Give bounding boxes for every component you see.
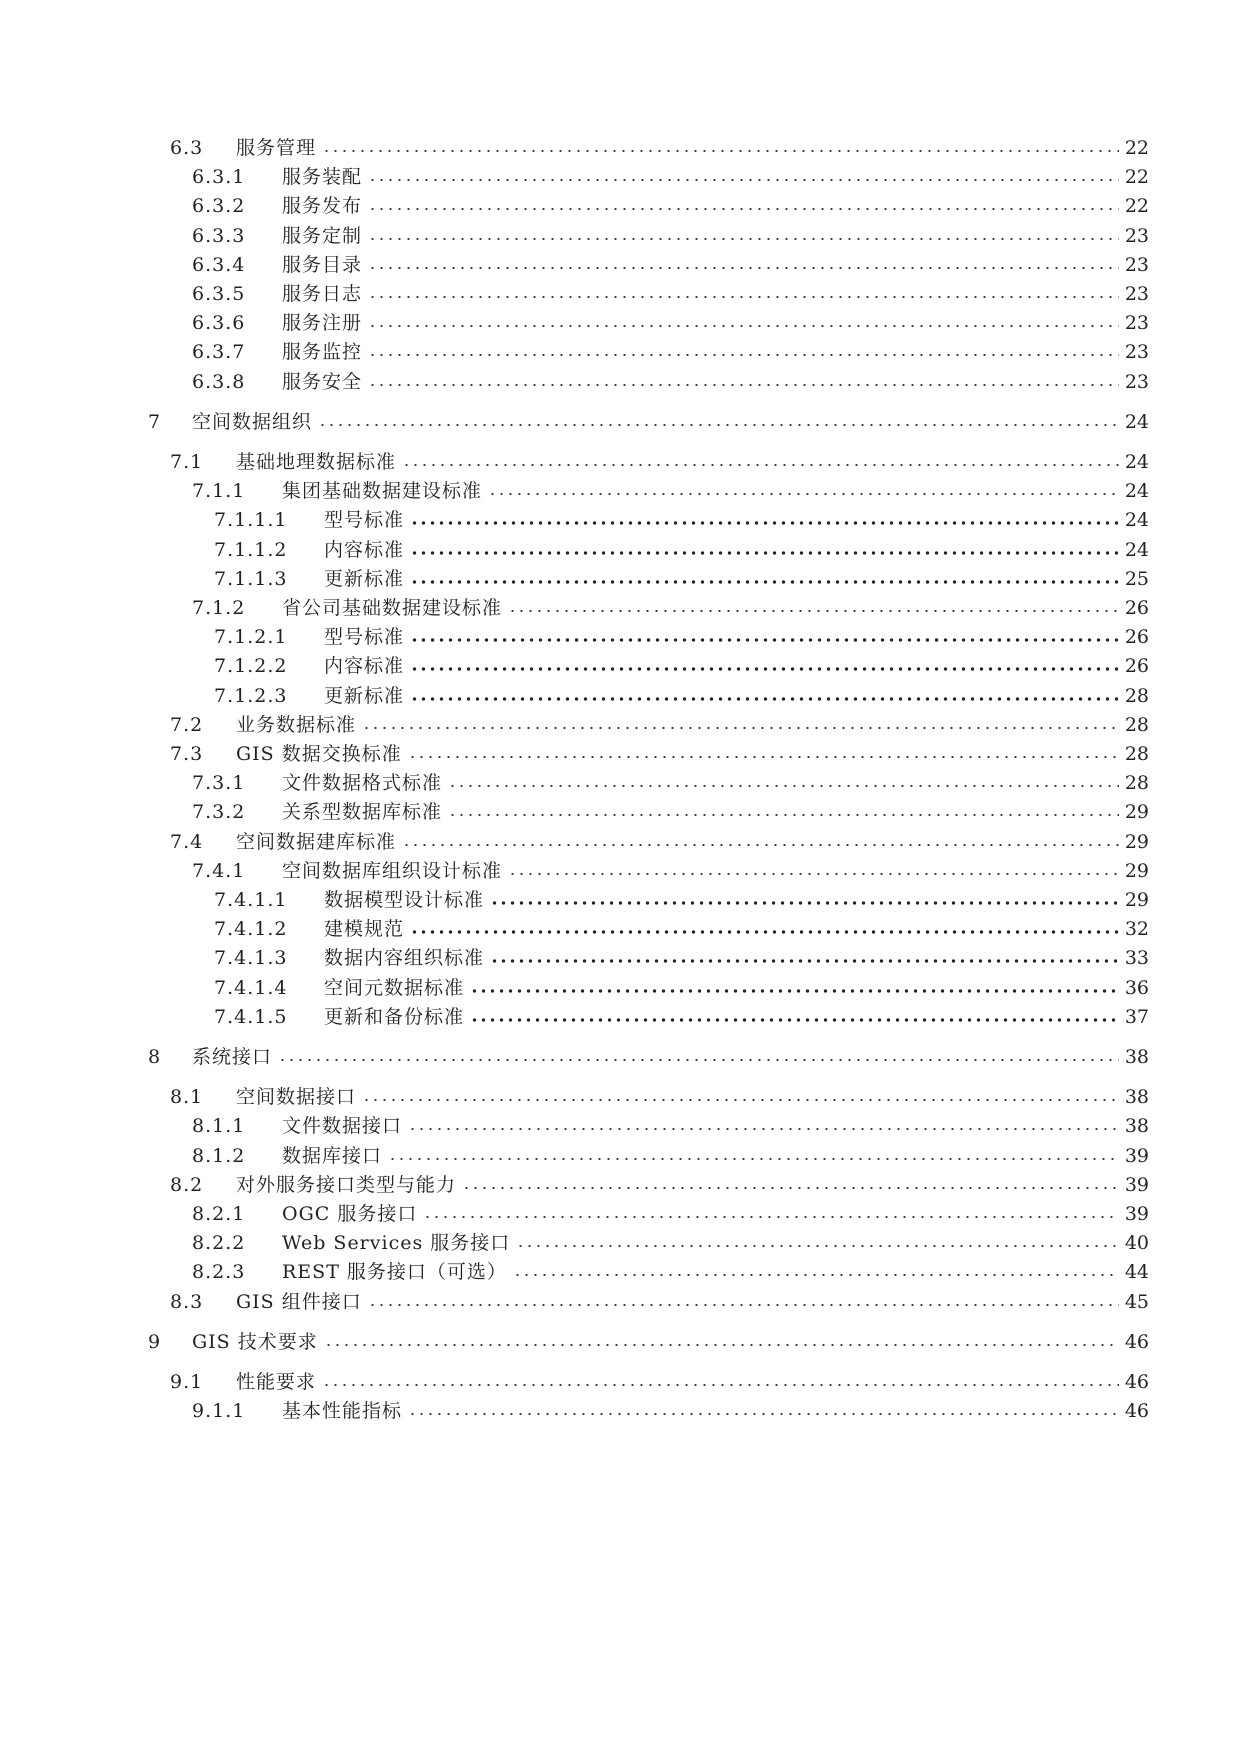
toc-dot-leader — [470, 1015, 1119, 1025]
toc-dot-leader — [410, 577, 1119, 587]
toc-entry-title: GIS 数据交换标准 — [236, 743, 402, 765]
toc-entry-title: 服务装配 — [282, 166, 363, 188]
toc-entry[interactable] — [214, 563, 1149, 591]
toc-entry-page-number: 28 — [1124, 772, 1149, 794]
toc-entry-page-number: 46 — [1124, 1331, 1149, 1353]
toc-dot-leader — [402, 460, 1119, 470]
toc-entry-title: 建模规范 — [324, 918, 405, 940]
toc-dot-leader — [508, 869, 1119, 879]
toc-entry[interactable] — [214, 913, 1149, 941]
toc-entry-number: 6.3.6 — [192, 312, 246, 334]
toc-entry[interactable] — [214, 534, 1149, 562]
toc-entry[interactable] — [192, 592, 1149, 620]
toc-entry[interactable] — [192, 855, 1149, 883]
toc-entry-title: 更新标准 — [324, 568, 405, 590]
toc-entry[interactable] — [148, 1326, 1149, 1354]
toc-dot-leader — [410, 694, 1119, 704]
toc-entry[interactable] — [192, 249, 1149, 277]
toc-entry-title: 业务数据标准 — [236, 714, 357, 736]
toc-entry-title: 系统接口 — [192, 1046, 273, 1068]
toc-dot-leader — [513, 1270, 1119, 1280]
toc-entry[interactable] — [214, 621, 1149, 649]
toc-entry-page-number: 33 — [1124, 947, 1149, 969]
toc-entry-page-number: 44 — [1124, 1261, 1149, 1283]
toc-entry[interactable] — [170, 446, 1149, 474]
toc-entry[interactable] — [170, 1081, 1149, 1109]
toc-entry-page-number: 22 — [1124, 195, 1149, 217]
toc-entry[interactable] — [192, 1256, 1149, 1284]
toc-entry-page-number: 26 — [1124, 655, 1149, 677]
toc-entry-number: 7.1.2 — [192, 597, 246, 619]
toc-entry-number: 7.4.1 — [192, 860, 246, 882]
toc-entry-page-number: 22 — [1124, 137, 1149, 159]
toc-entry-number: 7.3 — [170, 743, 204, 765]
toc-entry-page-number: 24 — [1124, 411, 1149, 433]
toc-dot-leader — [410, 518, 1119, 528]
toc-entry[interactable] — [170, 132, 1149, 160]
toc-entry-number: 7.1.1.2 — [214, 539, 288, 561]
toc-entry-page-number: 38 — [1124, 1046, 1149, 1068]
toc-entry-title: 服务定制 — [282, 225, 363, 247]
toc-entry[interactable] — [192, 1198, 1149, 1226]
toc-entry-number: 6.3.8 — [192, 371, 246, 393]
toc-entry-title: 空间数据建库标准 — [236, 831, 397, 853]
toc-entry[interactable] — [192, 278, 1149, 306]
toc-entry-number: 8.1 — [170, 1086, 204, 1108]
toc-entry-title: 内容标准 — [324, 539, 405, 561]
toc-entry[interactable] — [192, 220, 1149, 248]
toc-entry-title: 服务注册 — [282, 312, 363, 334]
toc-entry-title: 省公司基础数据建设标准 — [282, 597, 503, 619]
toc-entry-title: 型号标准 — [324, 509, 405, 531]
toc-entry-title: OGC 服务接口 — [282, 1203, 418, 1225]
toc-entry-title: 基础地理数据标准 — [236, 451, 397, 473]
toc-entry-number: 6.3.4 — [192, 254, 246, 276]
toc-entry-number: 6.3.3 — [192, 225, 246, 247]
toc-entry-title: 更新标准 — [324, 685, 405, 707]
toc-entry[interactable] — [192, 161, 1149, 189]
toc-entry-title: 关系型数据库标准 — [282, 801, 443, 823]
toc-dot-leader — [402, 840, 1119, 850]
toc-entry[interactable] — [192, 796, 1149, 824]
toc-entry-number: 6.3.1 — [192, 166, 246, 188]
toc-entry-title: GIS 技术要求 — [192, 1331, 318, 1353]
toc-entry-number: 7.4 — [170, 831, 204, 853]
toc-entry[interactable] — [192, 767, 1149, 795]
toc-entry[interactable] — [214, 650, 1149, 678]
toc-entry-number: 7.1.1.1 — [214, 509, 288, 531]
toc-entry-number: 7.3.1 — [192, 772, 246, 794]
toc-dot-leader — [368, 263, 1119, 273]
toc-entry-page-number: 32 — [1124, 918, 1149, 940]
toc-entry-page-number: 37 — [1124, 1006, 1149, 1028]
toc-entry[interactable] — [214, 504, 1149, 532]
toc-entry[interactable] — [214, 972, 1149, 1000]
toc-entry-title: 内容标准 — [324, 655, 405, 677]
toc-entry-number: 8.1.1 — [192, 1115, 246, 1137]
toc-entry-page-number: 23 — [1124, 371, 1149, 393]
toc-entry-title: 数据库接口 — [282, 1145, 383, 1167]
toc-entry[interactable] — [214, 942, 1149, 970]
toc-dot-leader — [368, 380, 1119, 390]
toc-entry-number: 7 — [148, 411, 162, 433]
toc-dot-leader — [368, 204, 1119, 214]
toc-entry-title: REST 服务接口（可选） — [282, 1261, 507, 1283]
toc-entry-title: 数据模型设计标准 — [324, 889, 485, 911]
toc-entry-title: 服务目录 — [282, 254, 363, 276]
toc-entry-page-number: 29 — [1124, 860, 1149, 882]
toc-entry-number: 7.1 — [170, 451, 204, 473]
toc-entry-number: 7.4.1.2 — [214, 918, 288, 940]
toc-entry-number: 8.2.1 — [192, 1203, 246, 1225]
toc-entry-page-number: 45 — [1124, 1291, 1149, 1313]
toc-entry[interactable] — [170, 826, 1149, 854]
toc-entry-title: 文件数据格式标准 — [282, 772, 443, 794]
toc-entry-title: 服务监控 — [282, 341, 363, 363]
toc-entry-number: 9 — [148, 1331, 162, 1353]
toc-entry-title: 文件数据接口 — [282, 1115, 403, 1137]
toc-entry-page-number: 24 — [1124, 480, 1149, 502]
toc-entry-page-number: 23 — [1124, 254, 1149, 276]
toc-dot-leader — [368, 350, 1119, 360]
toc-entry-number: 7.2 — [170, 714, 204, 736]
toc-entry-number: 8.1.2 — [192, 1145, 246, 1167]
toc-entry-title: GIS 组件接口 — [236, 1291, 362, 1313]
toc-dot-leader — [368, 292, 1119, 302]
toc-entry-number: 7.1.2.3 — [214, 685, 288, 707]
toc-entry[interactable] — [214, 1001, 1149, 1029]
toc-entry-page-number: 24 — [1124, 509, 1149, 531]
toc-dot-leader — [508, 606, 1119, 616]
toc-dot-leader — [423, 1212, 1119, 1222]
toc-entry-title: 空间数据库组织设计标准 — [282, 860, 503, 882]
toc-entry-title: 空间数据接口 — [236, 1086, 357, 1108]
toc-entry[interactable] — [192, 366, 1149, 394]
toc-entry-number: 7.1.1 — [192, 480, 246, 502]
toc-dot-leader — [490, 956, 1119, 966]
toc-entry[interactable] — [192, 1140, 1149, 1168]
toc-dot-leader — [278, 1055, 1119, 1065]
toc-entry-page-number: 39 — [1124, 1203, 1149, 1225]
toc-entry-page-number: 38 — [1124, 1086, 1149, 1108]
toc-entry-page-number: 38 — [1124, 1115, 1149, 1137]
toc-entry-title: 服务安全 — [282, 371, 363, 393]
toc-dot-leader — [516, 1241, 1119, 1251]
toc-entry-number: 8.3 — [170, 1291, 204, 1313]
toc-entry-title: 空间数据组织 — [192, 411, 313, 433]
toc-dot-leader — [470, 986, 1119, 996]
toc-entry-number: 8 — [148, 1046, 162, 1068]
toc-entry[interactable] — [170, 709, 1149, 737]
toc-dot-leader — [322, 146, 1119, 156]
toc-entry-number: 8.2.2 — [192, 1232, 246, 1254]
toc-entry[interactable] — [192, 190, 1149, 218]
toc-entry-title: 空间元数据标准 — [324, 977, 465, 999]
toc-dot-leader — [462, 1183, 1119, 1193]
toc-entry-number: 9.1 — [170, 1371, 204, 1393]
toc-entry-page-number: 40 — [1124, 1232, 1149, 1254]
toc-entry-title: 基本性能指标 — [282, 1400, 403, 1422]
toc-entry-page-number: 28 — [1124, 685, 1149, 707]
toc-entry-number: 7.3.2 — [192, 801, 246, 823]
toc-entry-page-number: 24 — [1124, 451, 1149, 473]
toc-entry[interactable] — [170, 738, 1149, 766]
toc-entry-page-number: 46 — [1124, 1400, 1149, 1422]
toc-entry[interactable] — [192, 307, 1149, 335]
toc-dot-leader — [448, 810, 1119, 820]
toc-entry[interactable] — [192, 1110, 1149, 1138]
toc-entry-page-number: 39 — [1124, 1174, 1149, 1196]
toc-entry-page-number: 23 — [1124, 312, 1149, 334]
toc-entry[interactable] — [192, 1395, 1149, 1423]
toc-dot-leader — [490, 898, 1119, 908]
toc-entry-number: 7.1.2.2 — [214, 655, 288, 677]
toc-dot-leader — [324, 1340, 1119, 1350]
toc-entry-number: 9.1.1 — [192, 1400, 246, 1422]
toc-entry-number: 6.3 — [170, 137, 204, 159]
toc-entry[interactable] — [214, 884, 1149, 912]
toc-dot-leader — [448, 781, 1119, 791]
toc-entry-title: 服务发布 — [282, 195, 363, 217]
toc-dot-leader — [368, 175, 1119, 185]
toc-dot-leader — [410, 635, 1119, 645]
toc-entry[interactable] — [170, 1169, 1149, 1197]
toc-entry-number: 6.3.2 — [192, 195, 246, 217]
toc-dot-leader — [368, 1300, 1119, 1310]
toc-entry-number: 6.3.5 — [192, 283, 246, 305]
toc-entry[interactable] — [148, 406, 1149, 434]
toc-entry-page-number: 29 — [1124, 831, 1149, 853]
toc-entry[interactable] — [214, 680, 1149, 708]
toc-entry-number: 7.4.1.4 — [214, 977, 288, 999]
toc-dot-leader — [410, 664, 1119, 674]
toc-dot-leader — [362, 1095, 1119, 1105]
toc-entry-page-number: 26 — [1124, 626, 1149, 648]
toc-entry-page-number: 28 — [1124, 714, 1149, 736]
toc-entry-number: 7.4.1.1 — [214, 889, 288, 911]
toc-entry-page-number: 29 — [1124, 801, 1149, 823]
toc-entry[interactable] — [192, 1227, 1149, 1255]
toc-entry-number: 8.2.3 — [192, 1261, 246, 1283]
toc-entry-number: 7.1.2.1 — [214, 626, 288, 648]
toc-entry-page-number: 22 — [1124, 166, 1149, 188]
toc-dot-leader — [322, 1380, 1119, 1390]
toc-dot-leader — [388, 1154, 1119, 1164]
toc-dot-leader — [368, 234, 1119, 244]
toc-entry-page-number: 25 — [1124, 568, 1149, 590]
toc-entry-title: Web Services 服务接口 — [282, 1232, 511, 1254]
toc-entry-title: 服务日志 — [282, 283, 363, 305]
toc-dot-leader — [488, 489, 1119, 499]
toc-entry-number: 7.1.1.3 — [214, 568, 288, 590]
toc-entry-title: 性能要求 — [236, 1371, 317, 1393]
toc-dot-leader — [318, 420, 1119, 430]
toc-entry-title: 更新和备份标准 — [324, 1006, 465, 1028]
toc-entry[interactable] — [148, 1041, 1149, 1069]
toc-entry-page-number: 39 — [1124, 1145, 1149, 1167]
toc-entry-number: 8.2 — [170, 1174, 204, 1196]
toc-entry-page-number: 46 — [1124, 1371, 1149, 1393]
toc-entry[interactable] — [192, 475, 1149, 503]
toc-dot-leader — [408, 752, 1119, 762]
toc-entry-page-number: 28 — [1124, 743, 1149, 765]
toc-entry-title: 集团基础数据建设标准 — [282, 480, 483, 502]
toc-dot-leader — [410, 927, 1119, 937]
toc-entry-title: 服务管理 — [236, 137, 317, 159]
toc-entry-page-number: 23 — [1124, 341, 1149, 363]
toc-dot-leader — [408, 1124, 1119, 1134]
toc-entry[interactable] — [192, 336, 1149, 364]
toc-entry[interactable] — [170, 1366, 1149, 1394]
toc-entry-title: 数据内容组织标准 — [324, 947, 485, 969]
toc-dot-leader — [368, 321, 1119, 331]
toc-entry-page-number: 23 — [1124, 283, 1149, 305]
toc-dot-leader — [362, 723, 1119, 733]
toc-entry-page-number: 29 — [1124, 889, 1149, 911]
toc-entry-title: 型号标准 — [324, 626, 405, 648]
toc-dot-leader — [410, 548, 1119, 558]
toc-entry-page-number: 23 — [1124, 225, 1149, 247]
toc-entry[interactable] — [170, 1286, 1149, 1314]
toc-entry-page-number: 36 — [1124, 977, 1149, 999]
toc-entry-page-number: 24 — [1124, 539, 1149, 561]
toc-entry-page-number: 26 — [1124, 597, 1149, 619]
toc-entry-number: 6.3.7 — [192, 341, 246, 363]
toc-dot-leader — [408, 1409, 1119, 1419]
toc-entry-number: 7.4.1.5 — [214, 1006, 288, 1028]
toc-entry-number: 7.4.1.3 — [214, 947, 288, 969]
toc-entry-title: 对外服务接口类型与能力 — [236, 1174, 457, 1196]
